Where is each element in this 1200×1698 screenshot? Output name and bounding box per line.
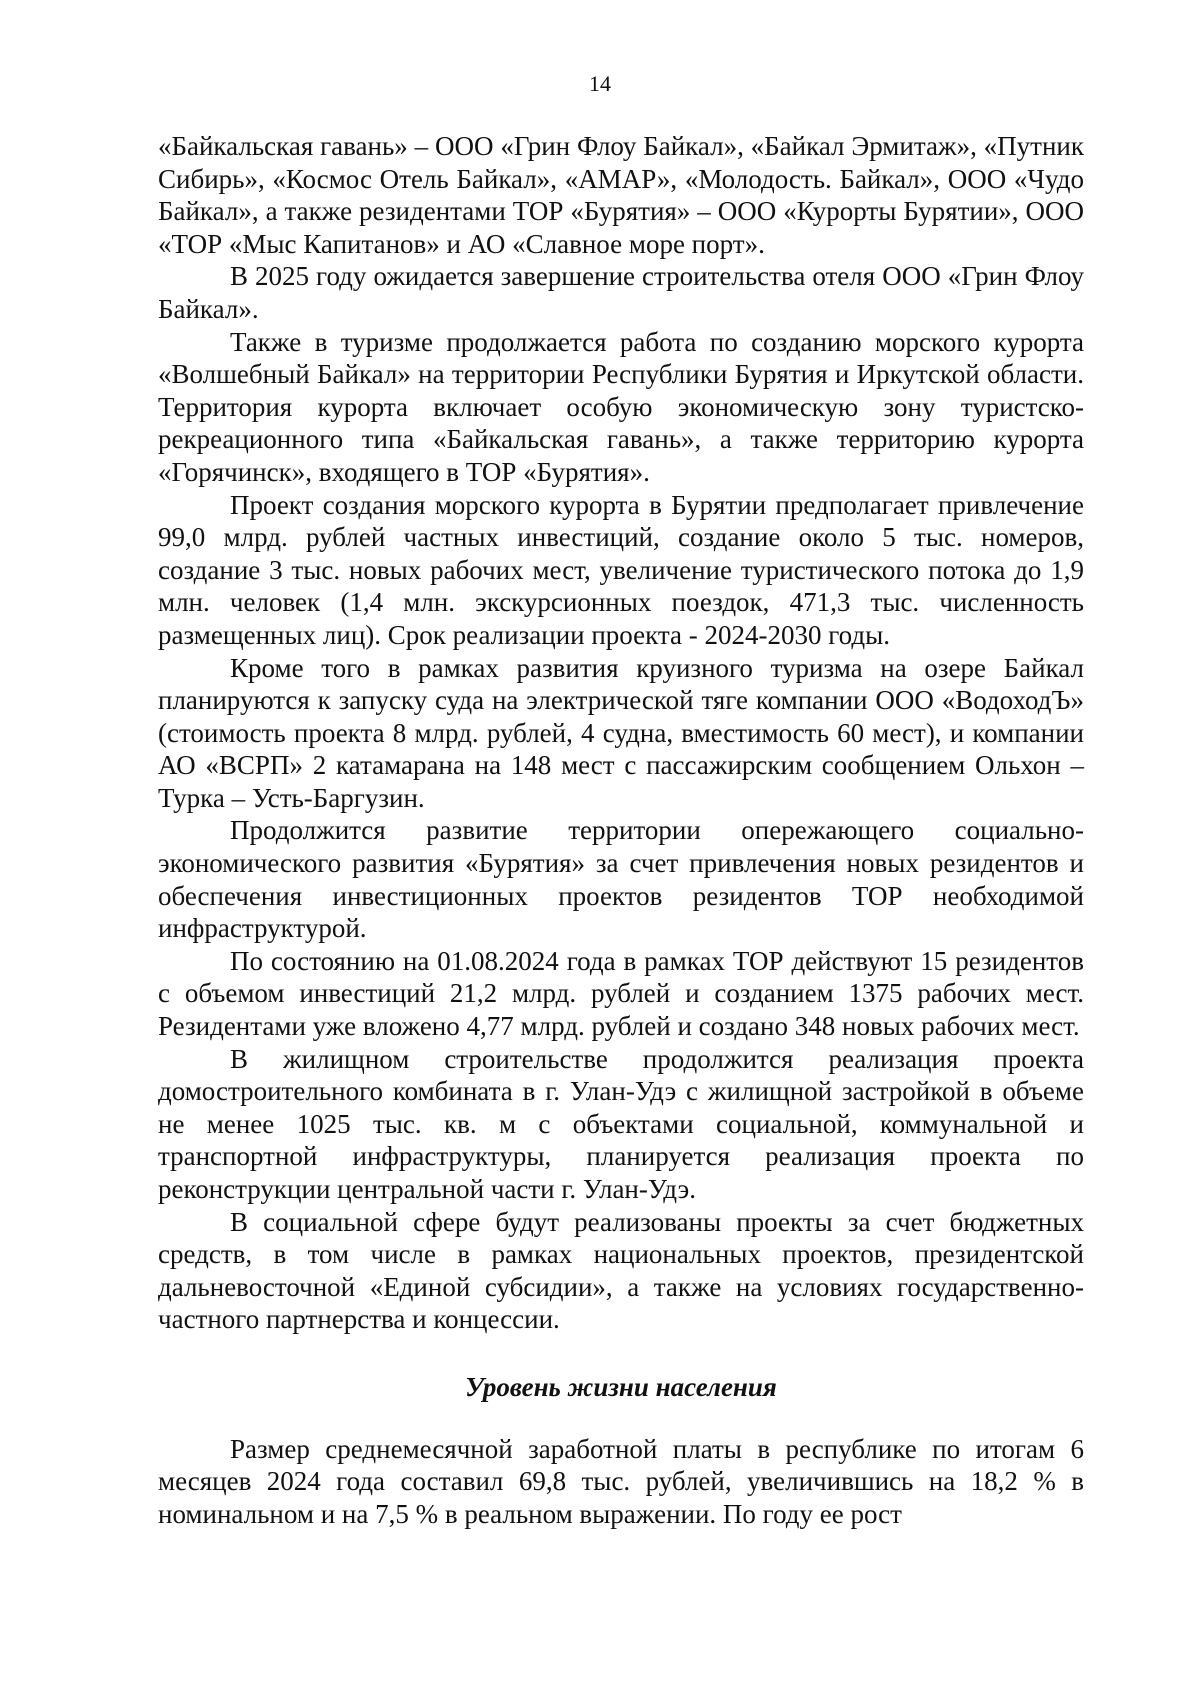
section-heading: Уровень жизни населения — [465, 1371, 777, 1402]
paragraph-resort-project: Проект создания морского курорта в Бурятии предполагает привлечение 99,0 млрд. рублей частных инвестиций, создание около 5 тыс. номеров, создание 3 тыс. новых рабочих мест, увеличение туристического потока до 1,9 млн. человек (1,4 млн. экскурсионных поездок, 471,3 тыс. численность размещенных лиц). Срок реализации проекта - 2024-2030 годы. — [158, 489, 1084, 650]
paragraph-cruise-tourism: Кроме того в рамках развития круизного туризма на озере Байкал планируются к запуску суда на электрической тяге компании ООО «ВодоходЪ» (стоимость проекта 8 млрд. рублей, 4 судна, вместимость 60 мест), и компании АО «ВСРП» 2 катамарана на 148 мест с пассажирским сообщением Ольхон – Турка – Усть-Баргузин. — [158, 652, 1084, 813]
page-number: 14 — [589, 71, 611, 96]
paragraph-tor-development: Продолжится развитие территории опережающего социально-экономического развития «Бурятия» за счет привлечения новых резидентов и обеспечения инвестиционных проектов резидентов ТОР необходимой инфраструктурой. — [158, 815, 1084, 944]
paragraph-hotel-completion: В 2025 году ожидается завершение строительства отеля ООО «Грин Флоу Байкал». — [158, 261, 1084, 324]
paragraph-tor-residents: По состоянию на 01.08.2024 года в рамках ТОР действуют 15 резидентов с объемом инвестиций 21,2 млрд. рублей и созданием 1375 рабочих мест. Резидентами уже вложено 4,77 млрд. рублей и создано 348 новых рабочих мест. — [158, 945, 1084, 1042]
document-body — [158, 130, 1084, 1530]
paragraph-social-sphere: В социальной сфере будут реализованы проекты за счет бюджетных средств, в том числе в рамках национальных проектов, президентской дальневосточной «Единой субсидии», а также на условиях государственно-частного партнерства и концессии. — [158, 1206, 1084, 1335]
paragraph-continuation: «Байкальская гавань» – ООО «Грин Флоу Байкал», «Байкал Эрмитаж», «Путник Сибирь», «Космос Отель Байкал», «АМАР», «Молодость. Байкал», ООО «Чудо Байкал», а также резидентами ТОР «Бурятия» – ООО «Курорты Бурятии», ООО «ТОР «Мыс Капитанов» и АО «Славное море порт». — [158, 131, 1084, 259]
paragraph-average-salary: Размер среднемесячной заработной платы в республике по итогам 6 месяцев 2024 года составил 69,8 тыс. рублей, увеличившись на 18,2 % в номинальном и на 7,5 % в реальном выражении. По году ее рост — [158, 1433, 1084, 1529]
paragraph-sea-resort: Также в туризме продолжается работа по созданию морского курорта «Волшебный Байкал» на территории Республики Бурятия и Иркутской области. Территория курорта включает особую экономическую зону туристско-рекреационного типа «Байкальская гавань», а также территорию курорта «Горячинск», входящего в ТОР «Бурятия». — [158, 326, 1084, 487]
paragraph-housing-construction: В жилищном строительстве продолжится реализация проекта домостроительного комбината в г. Улан-Удэ с жилищной застройкой в объеме не менее 1025 тыс. кв. м с объектами социальной, коммунальной и транспортной инфраструктуры, планируется реализация проекта по реконструкции центральной части г. Улан-Удэ. — [158, 1043, 1084, 1204]
